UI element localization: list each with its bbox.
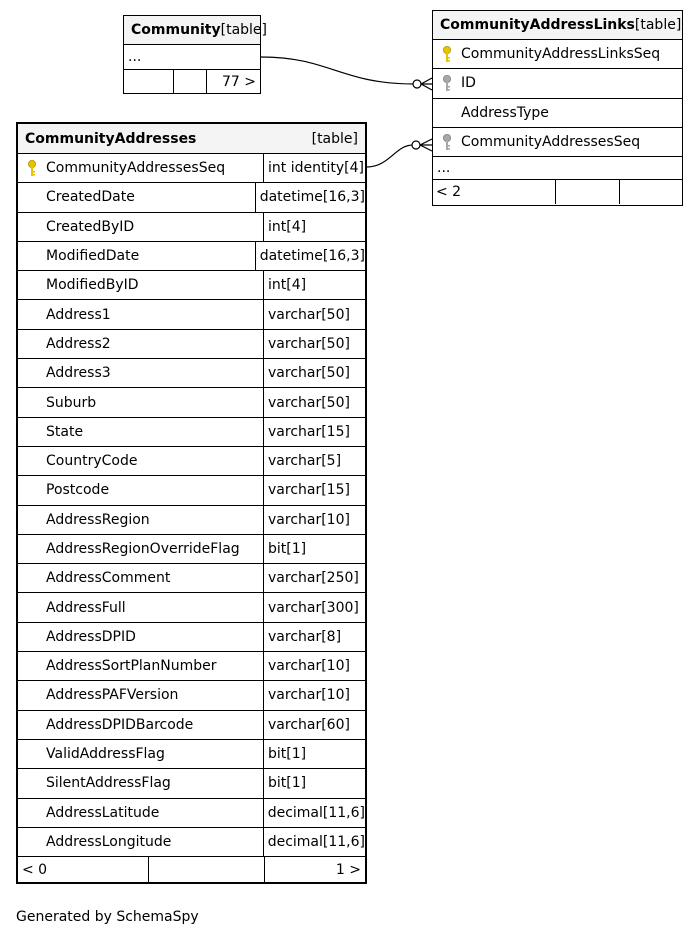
footer-children-count[interactable]: 1 > — [264, 857, 365, 882]
column-type: varchar[50] — [263, 300, 365, 328]
column-type: bit[1] — [263, 740, 365, 768]
relation-community-links-crowfoot — [421, 78, 432, 90]
column-list — [18, 154, 365, 857]
column-row[interactable] — [433, 69, 682, 98]
column-row[interactable] — [433, 99, 682, 128]
column-name: AddressFull — [46, 599, 126, 616]
table-name: CommunityAddressLinks — [440, 17, 635, 33]
column-row[interactable] — [18, 359, 365, 388]
column-row[interactable] — [18, 593, 365, 622]
column-name: AddressType — [461, 104, 549, 121]
column-type: varchar[50] — [263, 359, 365, 387]
footer-rows-cell — [555, 180, 619, 204]
column-type: varchar[60] — [263, 711, 365, 739]
column-name: Address2 — [46, 335, 111, 352]
column-row[interactable] — [18, 681, 365, 710]
table-header — [124, 16, 268, 45]
column-type: datetime[16,3] — [255, 183, 365, 211]
column-type: int[4] — [263, 271, 365, 299]
footer-parents-count[interactable]: < 2 — [436, 184, 462, 201]
column-row[interactable] — [18, 213, 365, 242]
column-row[interactable] — [18, 476, 365, 505]
column-row[interactable] — [18, 740, 365, 769]
community-address-links-table[interactable] — [432, 10, 683, 206]
relation-addresses-to-links — [366, 145, 413, 167]
column-row[interactable] — [18, 623, 365, 652]
column-name: AddressRegion — [46, 511, 150, 528]
column-row[interactable] — [18, 183, 365, 212]
column-type: bit[1] — [263, 769, 365, 797]
column-row[interactable] — [433, 128, 682, 157]
relation-community-to-links — [261, 57, 415, 84]
collapsed-columns — [124, 45, 260, 70]
table-footer — [18, 857, 365, 882]
relation-community-links-optional-marker — [413, 80, 421, 88]
column-type: varchar[10] — [263, 652, 365, 680]
column-row[interactable] — [18, 506, 365, 535]
column-name: ID — [461, 75, 476, 92]
community-addresses-table[interactable] — [16, 122, 367, 884]
column-name: AddressRegionOverrideFlag — [46, 541, 240, 557]
relation-addresses-links-crowfoot — [420, 139, 432, 151]
ellipsis: ... — [128, 49, 142, 65]
column-name: CommunityAddressesSeq — [46, 160, 226, 177]
column-name: AddressDPID — [46, 628, 136, 645]
column-type: varchar[50] — [263, 388, 365, 416]
column-row[interactable] — [18, 828, 365, 857]
column-type: int[4] — [263, 213, 365, 241]
table-footer — [433, 180, 682, 204]
column-name: State — [46, 423, 84, 440]
table-header — [18, 124, 365, 154]
column-row[interactable] — [18, 799, 365, 828]
column-type: varchar[5] — [263, 447, 365, 475]
table-header — [433, 11, 682, 40]
column-name: Address3 — [46, 365, 111, 382]
column-name: ModifiedDate — [46, 248, 140, 265]
foreign-key-icon — [442, 74, 452, 92]
column-type: varchar[15] — [263, 418, 365, 446]
column-name: ModifiedByID — [46, 277, 139, 294]
column-row[interactable] — [18, 271, 365, 300]
column-row[interactable] — [18, 535, 365, 564]
relation-addresses-links-optional-marker — [412, 141, 420, 149]
footer-children-cell — [619, 180, 682, 204]
column-name: Postcode — [46, 482, 110, 499]
table-kind: [table] — [311, 130, 358, 147]
table-kind: [table] — [634, 17, 682, 33]
primary-key-icon — [27, 159, 37, 177]
column-row[interactable] — [18, 418, 365, 447]
generated-by-caption: Generated by SchemaSpy — [16, 909, 199, 925]
column-type: varchar[8] — [263, 623, 365, 651]
footer-rows-cell — [173, 70, 206, 94]
column-name: AddressLatitude — [46, 804, 160, 821]
column-name: Address1 — [46, 306, 111, 323]
community-table[interactable] — [123, 15, 268, 94]
table-name: CommunityAddresses — [25, 130, 197, 147]
column-type: varchar[300] — [263, 593, 365, 621]
table-kind: [table] — [220, 22, 268, 38]
column-type: varchar[15] — [263, 476, 365, 504]
column-name: AddressLongitude — [46, 833, 172, 850]
column-row[interactable] — [18, 447, 365, 476]
column-type: varchar[10] — [263, 681, 365, 709]
column-name: CreatedDate — [46, 189, 135, 206]
table-name: Community — [131, 22, 221, 38]
column-row[interactable] — [18, 154, 365, 183]
column-row[interactable] — [18, 769, 365, 798]
column-name: AddressPAFVersion — [46, 687, 179, 704]
column-row[interactable] — [18, 330, 365, 359]
column-name: SilentAddressFlag — [46, 775, 171, 792]
column-type: decimal[11,6] — [263, 828, 365, 856]
column-row[interactable] — [433, 40, 682, 69]
footer-children-count[interactable]: 77 > — [206, 70, 260, 94]
column-row[interactable] — [18, 564, 365, 593]
column-name: AddressSortPlanNumber — [46, 658, 217, 675]
column-type: bit[1] — [263, 535, 365, 563]
column-type: datetime[16,3] — [255, 242, 365, 270]
column-name: CreatedByID — [46, 218, 135, 235]
footer-rows-cell — [148, 857, 264, 882]
column-row[interactable] — [18, 388, 365, 417]
column-type: decimal[11,6] — [263, 799, 365, 827]
column-row[interactable] — [18, 652, 365, 681]
column-row[interactable] — [18, 300, 365, 329]
footer-parents-count[interactable]: < 0 — [22, 861, 48, 878]
column-row[interactable] — [18, 711, 365, 740]
column-row[interactable] — [18, 242, 365, 271]
column-name: ValidAddressFlag — [46, 746, 165, 763]
column-type: varchar[250] — [263, 564, 365, 592]
column-name: CommunityAddressLinksSeq — [461, 46, 661, 63]
column-name: AddressComment — [46, 570, 171, 587]
table-footer — [124, 70, 260, 94]
column-type: varchar[10] — [263, 506, 365, 534]
collapsed-columns — [433, 157, 682, 180]
column-name: Suburb — [46, 394, 97, 411]
foreign-key-icon — [442, 133, 452, 151]
column-type: varchar[50] — [263, 330, 365, 358]
column-name: CountryCode — [46, 453, 138, 470]
footer-parents-cell — [124, 70, 173, 94]
column-type: int identity[4] — [263, 154, 365, 182]
ellipsis: ... — [437, 160, 451, 177]
primary-key-icon — [442, 45, 452, 63]
column-name: CommunityAddressesSeq — [461, 134, 641, 151]
column-name: AddressDPIDBarcode — [46, 716, 194, 733]
